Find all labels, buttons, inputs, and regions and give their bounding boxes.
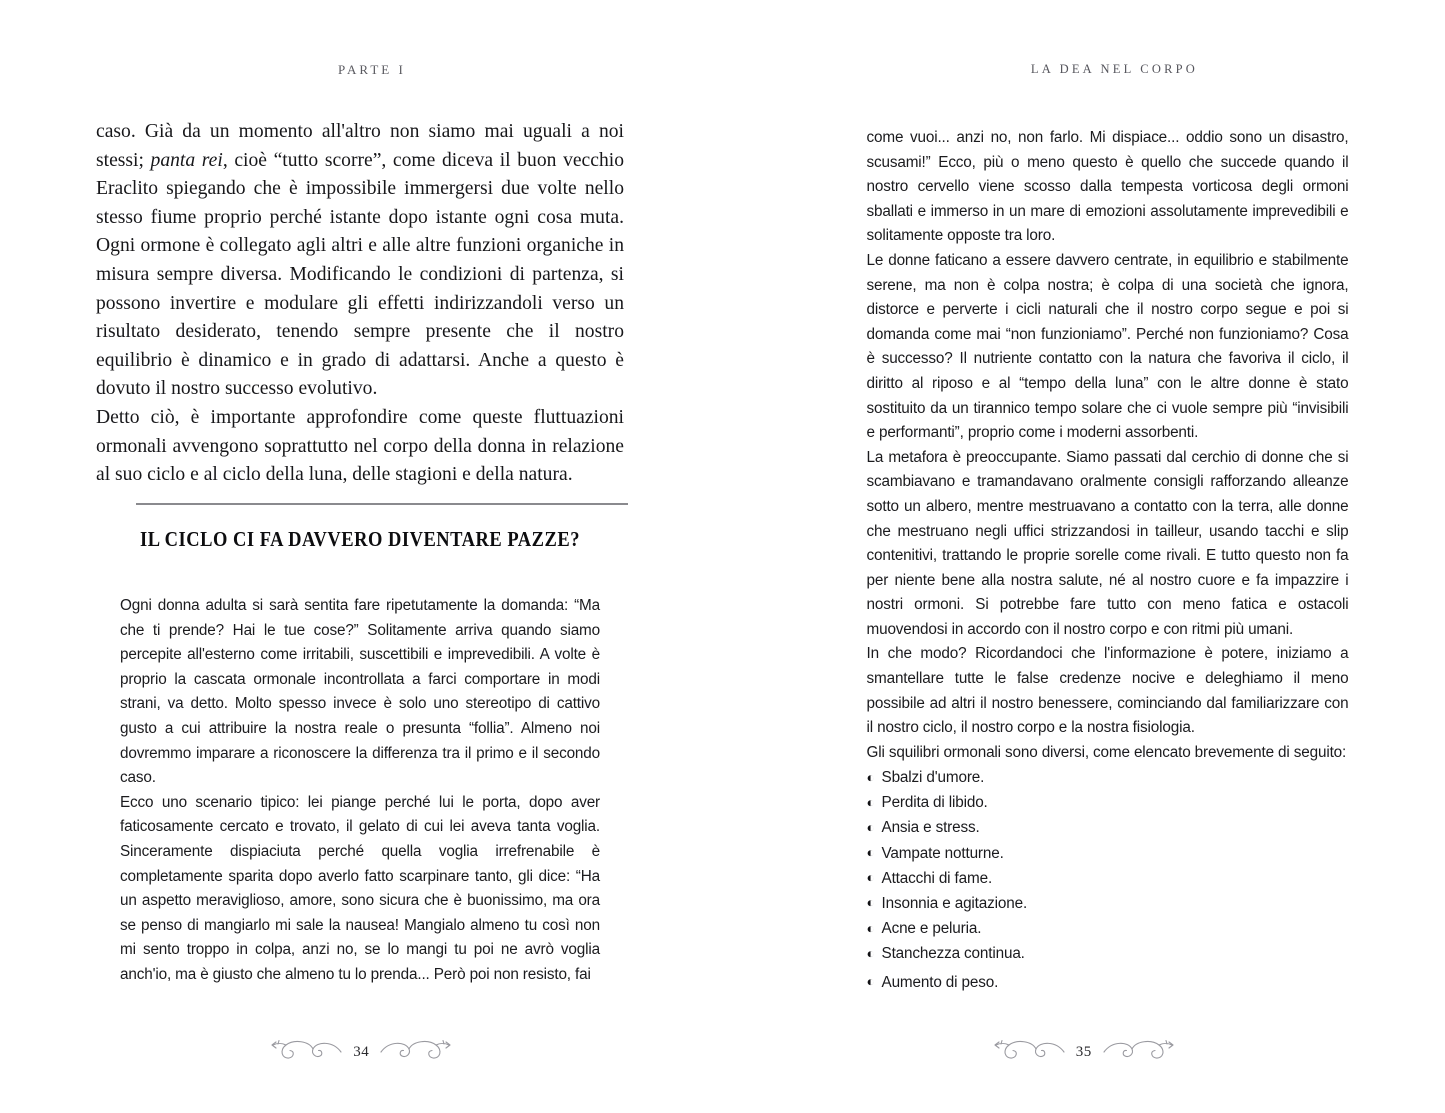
flourish-left-icon [993, 1039, 1067, 1065]
half-moon-bullet-icon: ◐ [866, 794, 875, 810]
section-heading: IL CICLO CI FA DAVVERO DIVENTARE PAZZE? [140, 527, 580, 551]
flourish-right-icon [378, 1039, 452, 1065]
folio-right [723, 1039, 1445, 1065]
list-item-label: Aumento di peso. [881, 973, 999, 991]
page-number: 35 [1075, 1043, 1092, 1060]
right-page-sans-body [867, 126, 1349, 995]
list-item [867, 791, 1349, 816]
half-moon-bullet-icon: ◐ [866, 769, 875, 785]
crescent-moon-icon [92, 478, 136, 530]
left-page-serif-body [96, 118, 624, 490]
list-item-label: Perdita di libido. [881, 794, 988, 812]
paragraph: Ecco uno scenario tipico: lei piange perché lui le porta, dopo aver faticosamente cercato e trovato, il gelato di cui lei aveva tanta voglia. Sinceramente dispiaciuta perché quella voglia irrefrenabile è completamente sparita dopo averlo fatto scarpinare tanto, gli dice: “Ha un aspetto meraviglioso, amore, sono sicura che è buonissimo, ma ora se penso di mangiarlo mi sale la nausea! Mangialo almeno tu così non mi sento troppo in colpa, anzi no, se lo mangi tu poi ne avrò voglia anch'io, ma è giusto che almeno tu lo prenda... Però poi non resisto, fai [120, 793, 600, 983]
page-number: 34 [353, 1043, 370, 1060]
list-item [867, 841, 1349, 866]
paragraph: Detto ciò, è importante approfondire come queste fluttuazioni ormonali avvengono soprattutto nel corpo della donna in relazione al suo ciclo e al ciclo della luna, delle stagioni e della natura. [96, 406, 624, 486]
flourish-left-icon [270, 1039, 344, 1065]
hormonal-imbalance-list [867, 765, 1349, 995]
half-moon-bullet-icon: ◐ [866, 870, 875, 886]
list-item [867, 891, 1349, 916]
folio-left [0, 1039, 723, 1065]
paragraph: La metafora è preoccupante. Siamo passati dal cerchio di donne che si scambiavano e tramandavano oralmente consigli rafforzando alleanze sotto un albero, mentre mestruavano a contatto con la terra, alle donne che mestruano negli uffici strizzandosi in tailleur, usando tacchi e slip contenitivi, trattando le proprie sorelle come rivali. E tutto questo non fa per niente bene alla nostra salute, né al nostro cuore e fa impazzire i nostri ormoni. Si potrebbe fare tutto con meno fatica e ostacoli muovendosi in accordo con il nostro corpo e con ritmi più umani. [866, 448, 1349, 638]
list-item [867, 970, 1349, 995]
paragraph: caso. Già da un momento all'altro non siamo mai uguali a noi stessi; panta rei, cioè “tutto scorre”, come diceva il buon vecchio Eraclito spiegando che è impossibile immergersi due volte nello stesso fiume proprio perché istante dopo istante ogni cosa muta. Ogni ormone è collegato agli altri e alle altre funzioni organiche in misura sempre diversa. Modificando le condizioni di partenza, si possono invertire e modulare gli effetti indirizzandoli verso un risultato desiderato, tenendo sempre presente che il nostro equilibrio è dinamico e in grado di adattarsi. Anche a questo è dovuto il nostro successo evolutivo. [96, 121, 624, 400]
paragraph: Gli squilibri ormonali sono diversi, come elencato brevemente di seguito: [866, 743, 1347, 761]
paragraph: come vuoi... anzi no, non farlo. Mi dispiace... oddio sono un disastro, scusami!” Ecco, più o meno questo è quello che succede quando il nostro cervello viene scosso dalla tempesta vorticosa degli ormoni sballati e immerso in un mare di emozioni assolutamente imprevedibili e solitamente opposte tra loro. [866, 129, 1349, 245]
list-item [867, 866, 1349, 891]
half-moon-bullet-icon: ◐ [866, 895, 875, 911]
paragraph: In che modo? Ricordandoci che l'informazione è potere, iniziamo a smantellare tutte le false credenze nocive e deleghiamo il meno possibile ad altri il nostro benessere, cominciando dal familiarizzare con il nostro ciclo, il nostro corpo e la nostra fisiologia. [866, 645, 1349, 737]
half-moon-bullet-icon: ◐ [866, 920, 875, 936]
list-item-label: Attacchi di fame. [881, 869, 993, 887]
flourish-right-icon [1101, 1039, 1175, 1065]
half-moon-bullet-icon: ◐ [866, 974, 875, 990]
section-divider-left [92, 477, 628, 531]
list-item [867, 942, 1349, 967]
list-item-label: Stanchezza continua. [881, 945, 1025, 963]
list-item-label: Acne e peluria. [881, 920, 982, 938]
paragraph: Ogni donna adulta si sarà sentita fare ripetutamente la domanda: “Ma che ti prende? Hai le tue cose?” Solitamente arriva quando siamo percepite all'esterno come irritabili, suscettibili e imprevedibili. A volte è proprio la cascata ormonale incontrollata a farci comportare in modi strani, va detto. Molto spesso invece è solo uno stereotipo di cattivo gusto a cui attribuire la nostra reale o presunta “follia”. Almeno noi dovremmo imparare a riconoscere la differenza tra il primo e il secondo caso. [120, 597, 600, 787]
running-head-right: LA DEA NEL CORPO [1030, 62, 1198, 76]
running-head-left: PARTE I [338, 62, 406, 77]
list-item [867, 917, 1349, 942]
right-page [723, 0, 1445, 1113]
half-moon-bullet-icon: ◐ [866, 945, 875, 961]
paragraph: Le donne faticano a essere davvero centrate, in equilibrio e stabilmente serene, ma non è colpa nostra; è colpa di una società che ignora, distorce e perverte i cicli naturali che il nostro corpo segue e poi si domanda come mai “non funzioniamo”. Perché non funzioniamo? Cosa è successo? Il nutriente contatto con la natura che favoriva il ciclo, il diritto al riposo e al “tempo della luna” con le altre donne è stato sostituito da un tirannico tempo solare che ci vuole sempre più “invisibili e performanti”, proprio come i moderni assorbenti. [866, 251, 1349, 442]
list-item-label: Sbalzi d'umore. [881, 769, 985, 787]
divider-rule [136, 503, 628, 505]
half-moon-bullet-icon: ◐ [866, 819, 875, 835]
half-moon-bullet-icon: ◐ [866, 845, 875, 861]
list-item-label: Insonnia e agitazione. [881, 894, 1028, 912]
list-item [867, 816, 1349, 841]
left-page-sans-body [120, 594, 600, 988]
list-item-label: Vampate notturne. [881, 844, 1004, 862]
list-item [867, 765, 1349, 790]
list-item-label: Ansia e stress. [881, 819, 980, 837]
